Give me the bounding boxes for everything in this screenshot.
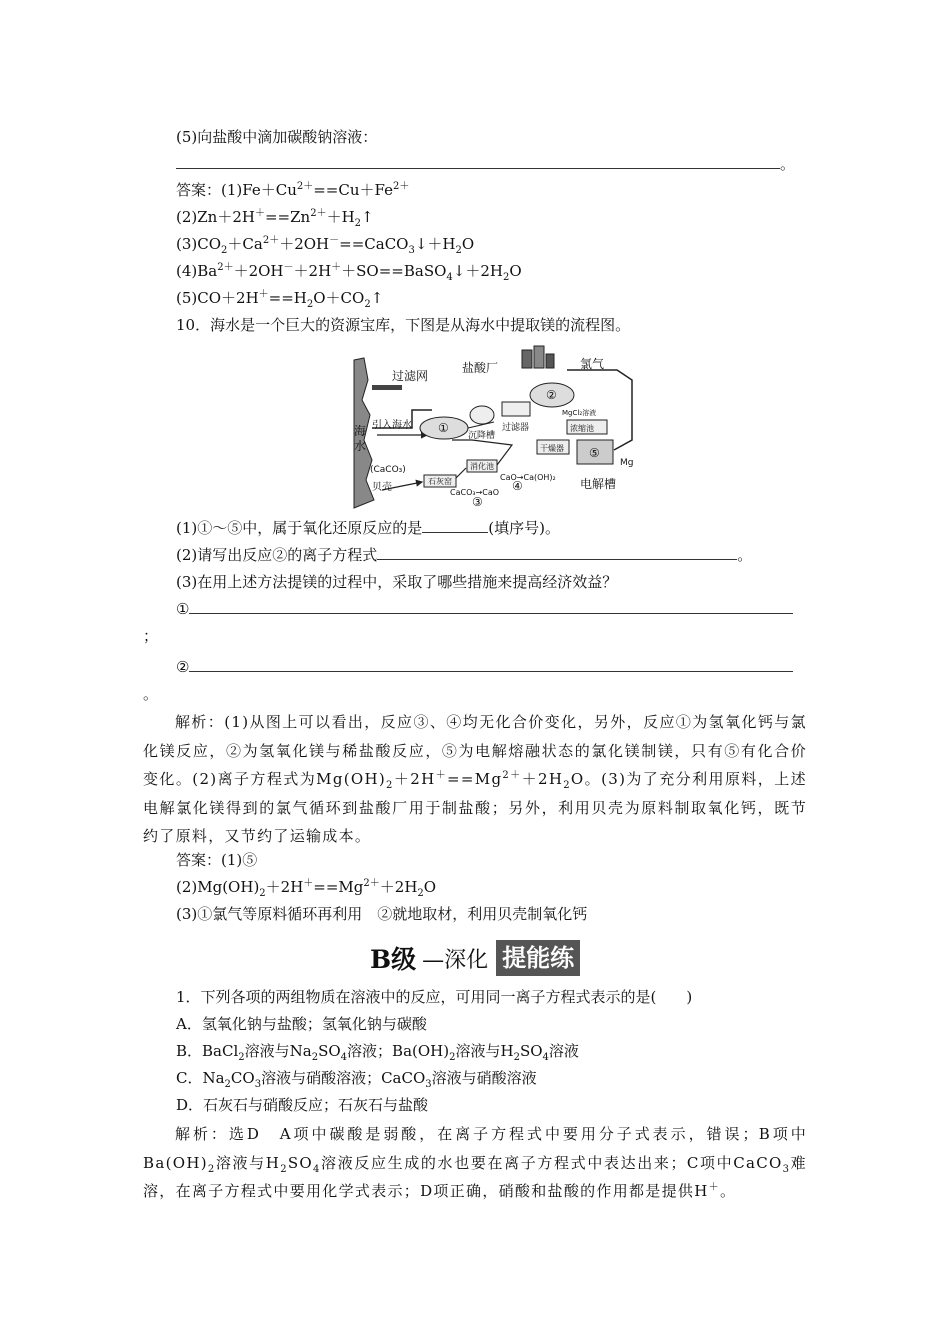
answer-blank[interactable] (189, 599, 793, 614)
section-b-level: B级 (370, 945, 417, 974)
q10-part3-1: ① (176, 599, 793, 619)
label-slaker: 消化池 (470, 462, 494, 471)
b1-option-c: C．$Na_2CO_3$溶液与硝酸溶液；CaCO$_3$溶液与硝酸溶液 (176, 1069, 537, 1090)
settling-tank-shape (470, 406, 494, 424)
answer-blank[interactable] (422, 518, 488, 533)
label-intake: 引入海水 (372, 420, 412, 431)
magnesium-extraction-flow-diagram (352, 340, 652, 512)
q10-stem: 10．海水是一个巨大的资源宝库，下图是从海水中提取镁的流程图。 (176, 316, 631, 334)
label-caco3: (CaCO₃) (370, 465, 406, 475)
q10-analysis: 解析：(1)从图上可以看出，反应③、④均无化合价变化，另外，反应①为氢氧化钙与氯化镁反应，②为氢氧化镁与稀盐酸反应，⑤为电解熔融状态的氯化镁制镁，只有⑤有化合价变化。(2)离子方程式为$Mg(OH)_2+2H^+==Mg^{2+}+2H_2O$。(3)为了充分利用原料，上述电解氯化镁得到的氯气循环到盐酸厂用于制盐酸；另外，利用贝壳为原料制取氧化钙，既节约了原料，又节约了运输成本。 (143, 713, 807, 845)
label-mgcl2: MgCl₂溶液 (562, 409, 597, 417)
label-sea: 海 (354, 424, 367, 438)
label-dryer: 干燥器 (540, 444, 564, 453)
answer-blank[interactable] (189, 657, 793, 672)
q10-part2: (2)请写出反应②的离子方程式 。 (176, 546, 753, 564)
label-kiln: 石灰窑 (428, 477, 452, 486)
label-water: 水 (354, 439, 367, 453)
section-b-heading (370, 940, 580, 976)
q10-answer-2: $(2)Mg(OH)_2+2H^+==Mg^{2+}+2H_2O$ (176, 878, 437, 899)
label-settling: 沉降槽 (468, 431, 496, 441)
q10-part3-2-end: 。 (143, 685, 159, 703)
q9-answer-5: $(5)CO+2H^+==H_2O+CO_2↑$ (176, 289, 384, 310)
label-reaction-4: CaO→Ca(OH)₂ (500, 473, 556, 482)
b1-option-a: A．氢氧化钠与盐酸；氢氧化钠与碳酸 (176, 1015, 427, 1033)
label-circle-4: ④ (512, 479, 523, 493)
q10-part3-1-end: ； (143, 627, 159, 645)
q9-answer-2: $(2)Zn+2H^+==Zn^{2+}+H_2↑$ (176, 208, 374, 229)
section-b-tag: 提能练 (496, 940, 580, 976)
label-chlorine: 氯气 (580, 357, 605, 371)
answer-blank[interactable] (377, 545, 737, 560)
label-circle-2: ② (546, 388, 557, 402)
label-filter: 过滤器 (502, 423, 530, 433)
b1-analysis: 解析：选D A项中碳酸是弱酸，在离子方程式中要用分子式表示，错误；B项中$Ba(OH)_2$溶液与$H_2SO_4$溶液反应生成的水也要在离子方程式中表达出来；C项中CaCO$_3$难溶，在离子方程式中要用化学式表示；D项正确，硝酸和盐酸的作用都是提供H＋。 (143, 1125, 807, 1200)
label-hydrochloric-plant: 盐酸厂 (462, 361, 499, 375)
filter-shape (502, 402, 530, 416)
q10-part1: (1)①～⑤中，属于氧化还原反应的是 (填序号)。 (176, 519, 560, 537)
q9-item5-blank-line: 。 (176, 154, 795, 174)
q10-answer-3: (3)①氯气等原料循环再利用 ②就地取材，利用贝壳制氧化钙 (176, 905, 588, 923)
section-b-subtitle: —深化 (422, 947, 489, 973)
label-concentrator: 浓缩池 (570, 424, 594, 433)
filter-net-shape (372, 385, 402, 390)
label-circle-3: ③ (472, 495, 483, 509)
q9-item5: (5)向盐酸中滴加碳酸钠溶液： (176, 128, 378, 146)
q10-part3-2: ② (176, 657, 793, 677)
label-circle-1: ① (438, 421, 449, 435)
q9-answer-1: 答案：$(1)Fe+Cu^{2+}==Cu+Fe^{2+}$ (176, 181, 410, 199)
q9-answer-4: $(4)Ba^{2+}+2OH^-+2H^++SO==BaSO_4↓+2H_2O$ (176, 262, 522, 283)
label-reaction-3: CaCO₃→CaO (450, 488, 500, 497)
label-electrolysis: 电解槽 (580, 477, 617, 491)
q10-answer-1: 答案：(1)⑤ (176, 851, 258, 869)
b1-option-b: B．BaCl$_2$溶液与$Na_2SO_4$溶液；$Ba(OH)_2$溶液与$H_2SO_4$溶液 (176, 1042, 579, 1063)
label-shells: 贝壳 (372, 482, 392, 493)
q9-answer-3: $(3)CO_2+Ca^{2+}+2OH^-==CaCO_3↓+H_2O$ (176, 235, 475, 256)
b1-stem: 1．下列各项的两组物质在溶液中的反应，可用同一离子方程式表示的是( ) (176, 988, 693, 1006)
label-circle-5: ⑤ (589, 446, 600, 460)
b1-option-d: D．石灰石与硝酸反应；石灰石与盐酸 (176, 1096, 429, 1114)
label-mg: Mg (620, 458, 634, 468)
q10-part3: (3)在用上述方法提镁的过程中，采取了哪些措施来提高经济效益？ (176, 573, 618, 591)
label-filter-net: 过滤网 (392, 369, 429, 383)
